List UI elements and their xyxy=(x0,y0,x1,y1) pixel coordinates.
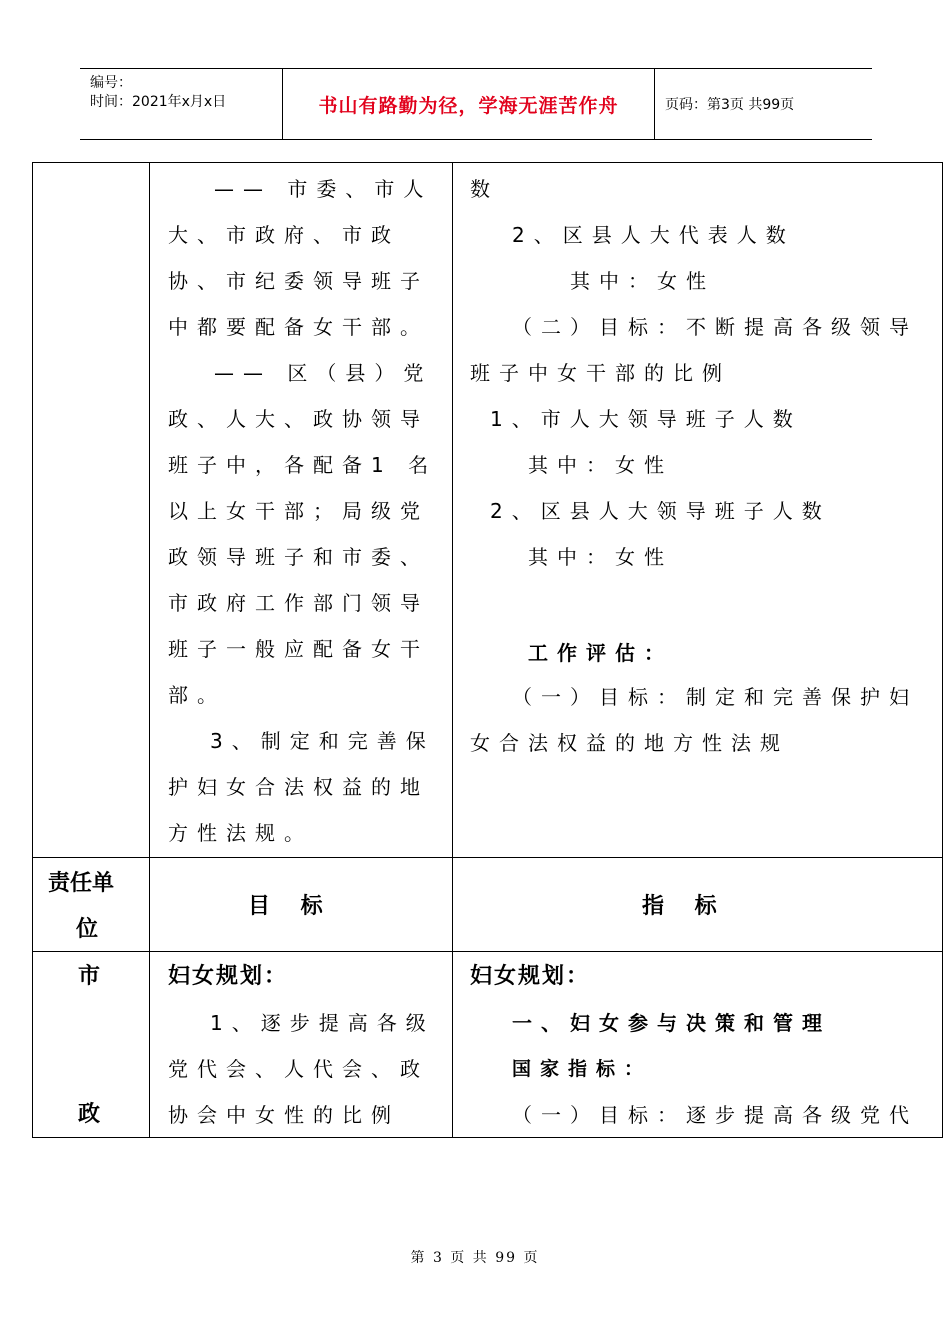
text-line: 中都要配备女干部。 xyxy=(168,315,429,339)
text-line: 班子一般应配备女干 xyxy=(168,637,429,661)
table-line-left xyxy=(32,162,33,1138)
header-motto-cell xyxy=(283,69,655,139)
header-responsible-unit: 位 xyxy=(76,917,99,942)
table-line-mid1 xyxy=(32,857,943,858)
number-label: 编号： xyxy=(90,75,132,91)
section-heading: 国家指标： xyxy=(512,1058,653,1080)
text-line: 2、区县人大领导班子人数 xyxy=(490,499,831,523)
section-heading: 妇女规划： xyxy=(168,964,289,989)
text-line: 1、逐步提高各级 xyxy=(210,1011,435,1035)
text-line: 以上女干部；局级党 xyxy=(168,499,429,523)
section-heading: 工作评估： xyxy=(528,641,673,665)
table-line-top xyxy=(32,162,943,163)
section-heading: 妇女规划： xyxy=(470,964,591,989)
text-line: 3、制定和完善保 xyxy=(210,729,435,753)
responsible-unit-text: 市 xyxy=(78,964,101,989)
section-heading: 一、妇女参与决策和管理 xyxy=(512,1011,831,1035)
text-line: 政、人大、政协领导 xyxy=(168,407,429,431)
text-line: 班子中，各配备1 名 xyxy=(168,453,438,477)
text-line: （一）目标：制定和完善保护妇 xyxy=(512,685,918,709)
text-line: 其中：女性 xyxy=(528,453,673,477)
responsible-unit-text: 政 xyxy=(78,1102,101,1127)
header-responsible-unit: 责任单 xyxy=(48,871,115,896)
text-line: 2、区县人大代表人数 xyxy=(512,223,795,247)
text-line: —— 市委、市人 xyxy=(214,177,433,201)
header-target: 目 标 xyxy=(248,894,323,919)
text-line: 其中：女性 xyxy=(570,269,715,293)
header-meta-cell xyxy=(80,69,283,139)
text-line: 1、市人大领导班子人数 xyxy=(490,407,802,431)
page-header xyxy=(80,68,872,140)
text-line: 党代会、人代会、政 xyxy=(168,1057,429,1081)
table-line-bottom xyxy=(32,1137,943,1138)
text-line: 女合法权益的地方性法规 xyxy=(470,731,789,755)
text-line: —— 区（县）党 xyxy=(214,361,433,385)
text-line: 协会中女性的比例 xyxy=(168,1103,400,1127)
text-line: 其中：女性 xyxy=(528,545,673,569)
motto: 书山有路勤为径，学海无涯苦作舟 xyxy=(318,95,619,117)
text-line: 护妇女合法权益的地 xyxy=(168,775,429,799)
text-line: 市政府工作部门领导 xyxy=(168,591,429,615)
text-line: （二）目标：不断提高各级领导 xyxy=(512,315,918,339)
text-line: 班子中女干部的比例 xyxy=(470,361,731,385)
text-line: 协、市纪委领导班子 xyxy=(168,269,429,293)
table-line-col2 xyxy=(452,162,453,1138)
page-label: 页码：第3页 共99页 xyxy=(665,97,795,113)
text-line: 政领导班子和市委、 xyxy=(168,545,429,569)
text-line: 大、市政府、市政 xyxy=(168,223,400,247)
table-line-mid2 xyxy=(32,951,943,952)
header-indicator: 指 标 xyxy=(642,894,717,919)
table-line-col1 xyxy=(149,162,150,1138)
text-line: 部。 xyxy=(168,683,226,707)
time-label: 时间：2021年x月x日 xyxy=(90,94,227,110)
header-page-cell xyxy=(655,69,872,139)
table-line-right xyxy=(942,162,943,1138)
text-line: 方性法规。 xyxy=(168,821,313,845)
text-line: 数 xyxy=(470,177,499,201)
text-line: （一）目标：逐步提高各级党代 xyxy=(512,1103,918,1127)
page-footer: 第 3 页 共 99 页 xyxy=(410,1250,540,1266)
